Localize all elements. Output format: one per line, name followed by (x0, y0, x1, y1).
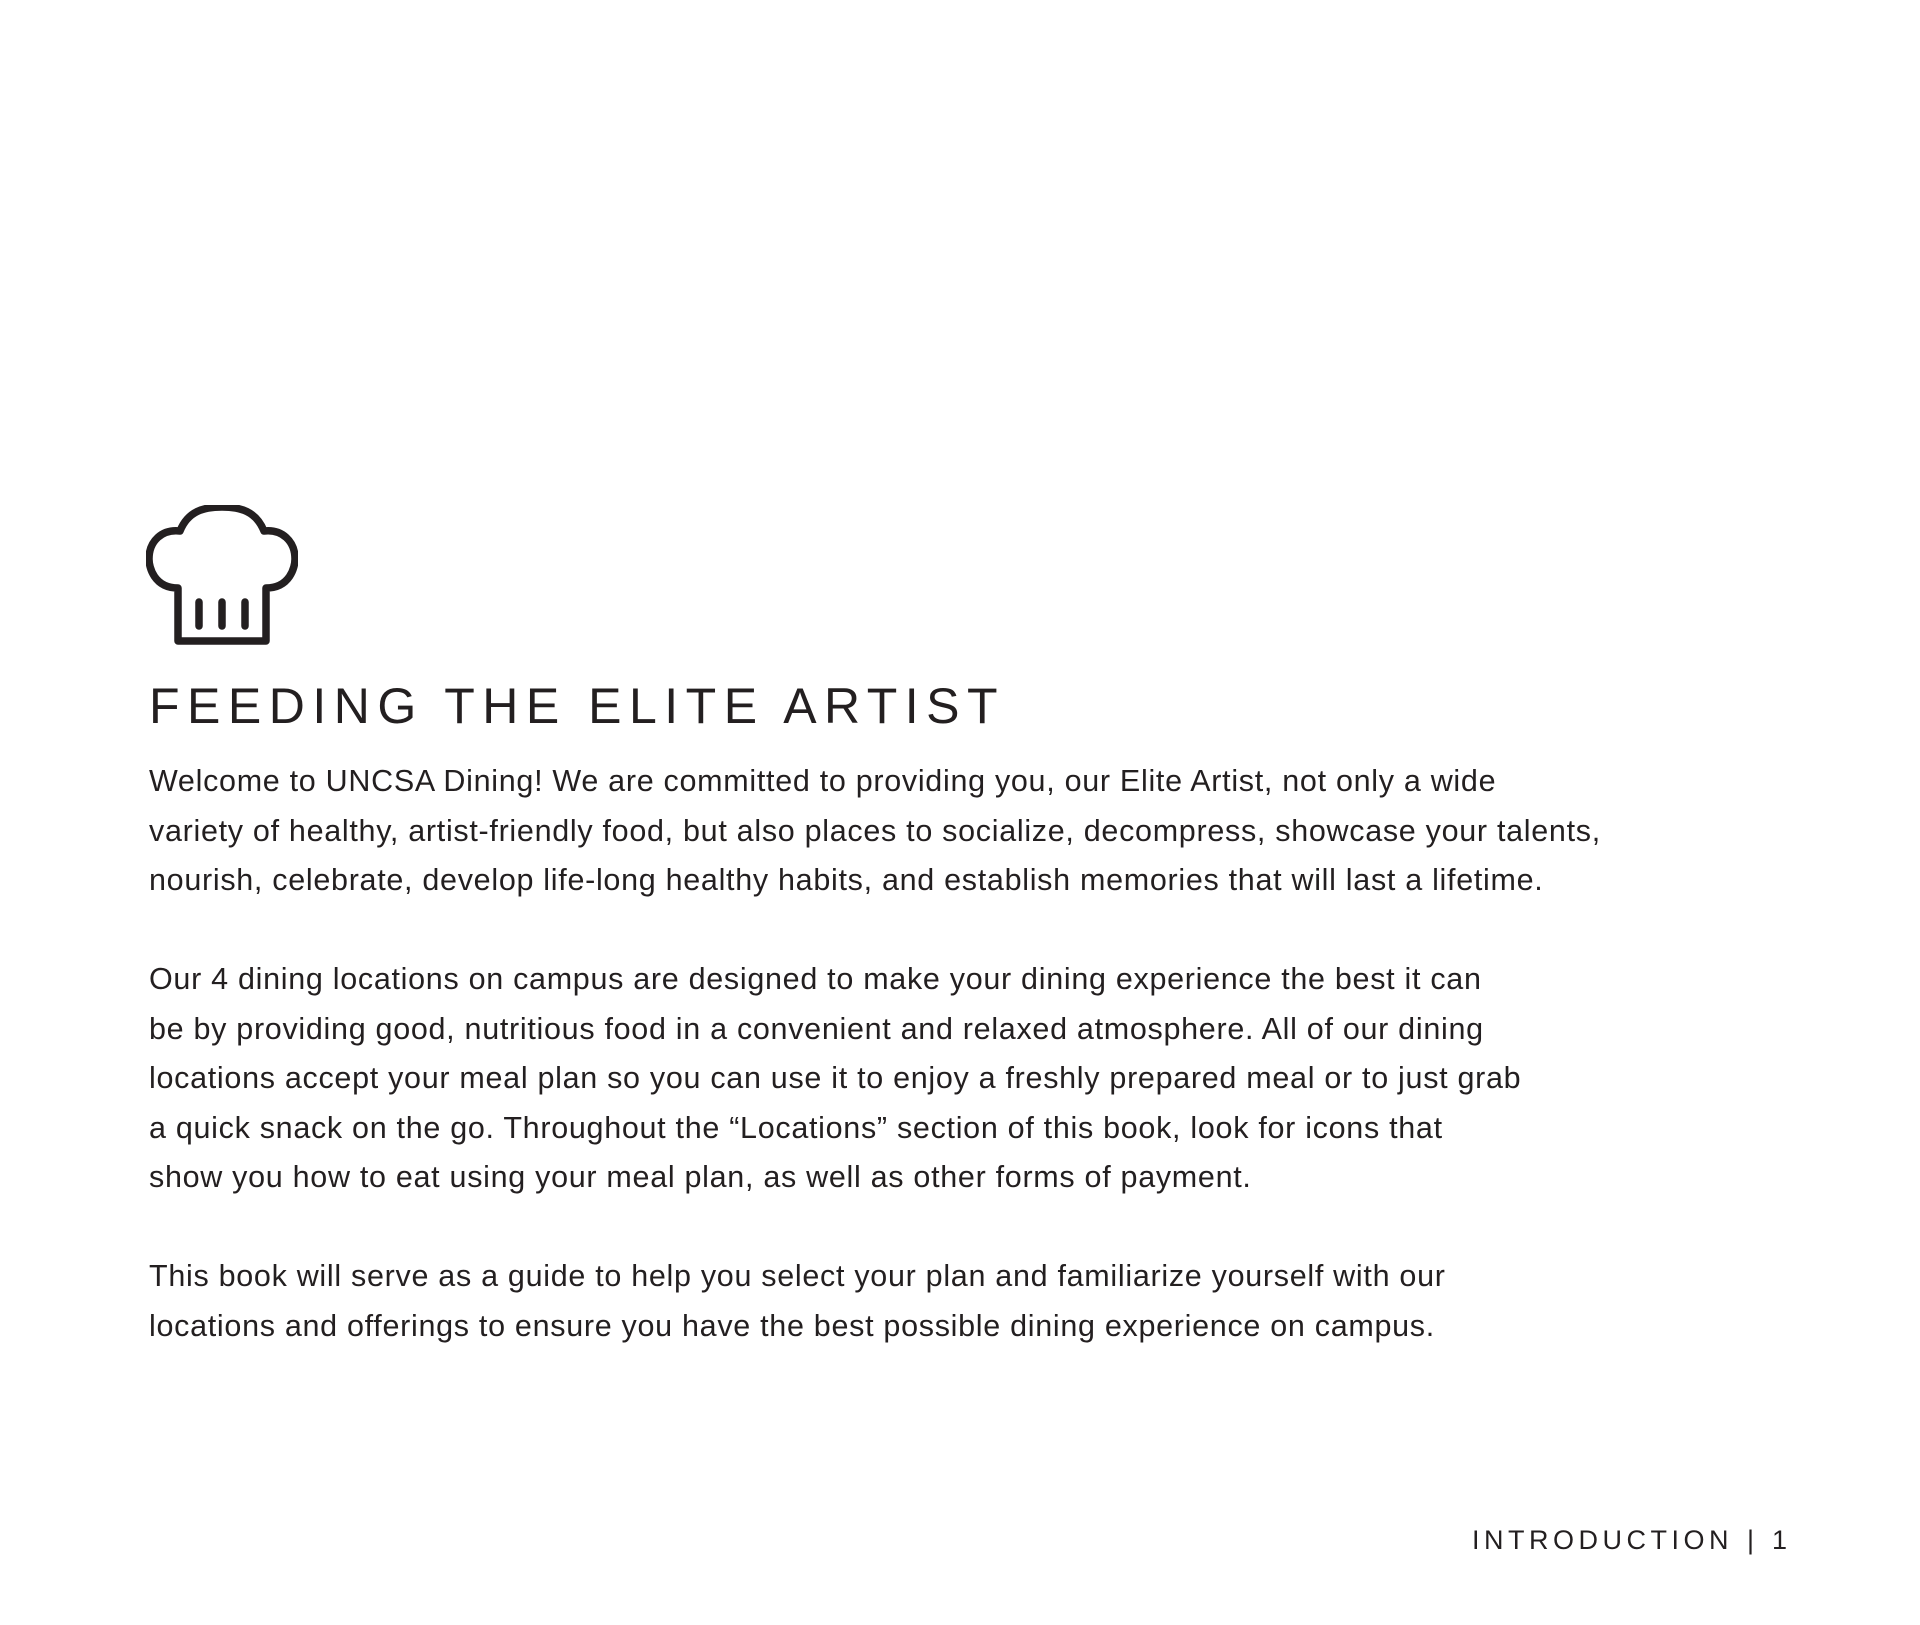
paragraph-line: locations and offerings to ensure you have the best possible dining experience on campus. (149, 1308, 1435, 1343)
footer-divider: | (1746, 1525, 1754, 1555)
paragraph-line: Welcome to UNCSA Dining! We are committed to providing you, our Elite Artist, not only a wide (149, 764, 1497, 798)
chef-hat-icon (146, 505, 298, 645)
page-number: 1 (1771, 1525, 1787, 1555)
paragraph-line: This book will serve as a guide to help you select your plan and familiarize yourself with our (149, 1259, 1446, 1293)
page-footer (1472, 1520, 1787, 1560)
paragraph-line: Our 4 dining locations on campus are designed to make your dining experience the best it can (149, 962, 1482, 996)
intro-paragraph-welcome (149, 757, 1809, 906)
intro-paragraph-locations (149, 955, 1809, 1203)
paragraph-line: a quick snack on the go. Throughout the “Locations” section of this book, look for icons that (149, 1110, 1443, 1145)
page-title: FEEDING THE ELITE ARTIST (149, 678, 1006, 734)
paragraph-line: show you how to eat using your meal plan, as well as other forms of payment. (149, 1160, 1252, 1195)
paragraph-line: variety of healthy, artist-friendly food, but also places to socialize, decompress, showcase your talents, (149, 813, 1601, 848)
footer-section-label: INTRODUCTION (1471, 1525, 1733, 1555)
paragraph-line: be by providing good, nutritious food in a convenient and relaxed atmosphere. All of our dining (149, 1011, 1484, 1046)
paragraph-line: locations accept your meal plan so you can use it to enjoy a freshly prepared meal or to just grab (149, 1061, 1522, 1096)
paragraph-line: nourish, celebrate, develop life-long healthy habits, and establish memories that will last a lifetime. (149, 863, 1544, 898)
intro-paragraph-guide (149, 1252, 1809, 1351)
